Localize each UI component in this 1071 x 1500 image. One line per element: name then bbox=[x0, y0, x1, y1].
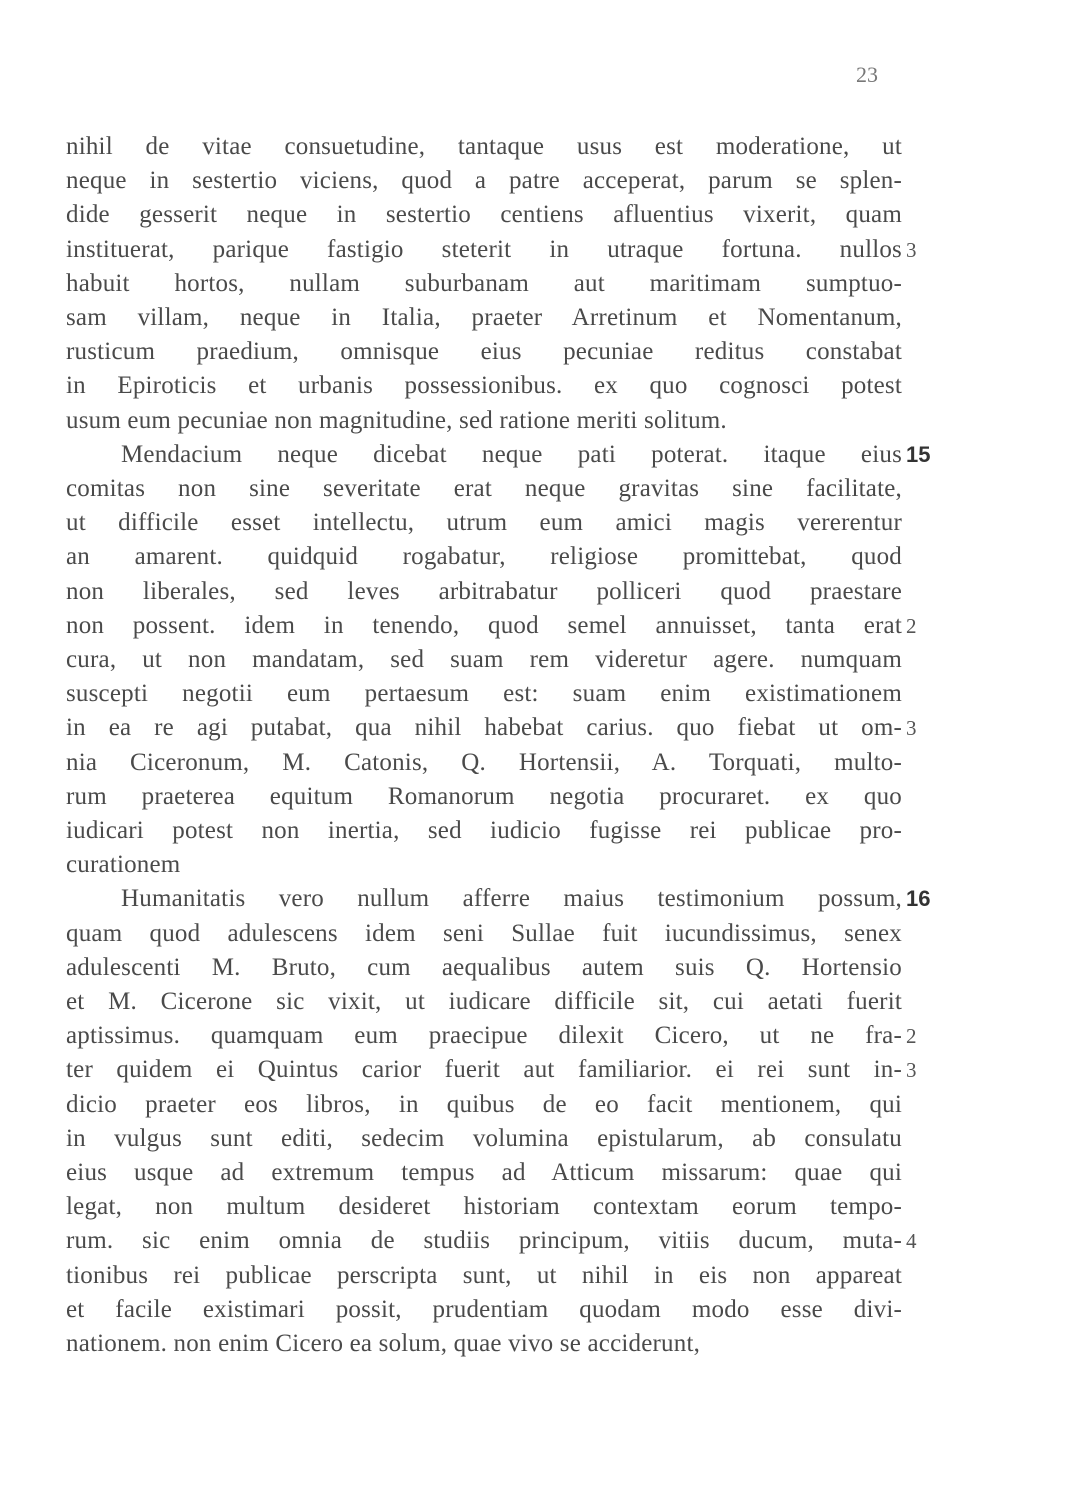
section-number: 3 bbox=[906, 716, 917, 741]
text-line: et M. Cicerone sic vixit, ut iudicare difficile sit, cui aetati fuerit bbox=[66, 988, 902, 1015]
text-line: tionibus rei publicae perscripta sunt, ut nihil in eis non appareat bbox=[66, 1261, 902, 1289]
text-line: iudicari potest non inertia, sed iudicio fugisse rei publicae pro- bbox=[66, 817, 902, 844]
text-line: Humanitatis vero nullum afferre maius testimonium possum, bbox=[121, 885, 902, 913]
text-line: in ea re agi putabat, qua nihil habebat carius. quo fiebat ut om- bbox=[66, 714, 902, 742]
text-line: quam quod adulescens idem seni Sullae fuit iucundissimus, senex bbox=[66, 919, 902, 947]
text-line: ut difficile esset intellectu, utrum eum amici magis vererentur bbox=[66, 509, 902, 537]
section-number: 2 bbox=[906, 613, 917, 638]
text-line: neque in sestertio viciens, quod a patre acceperat, parum se splen- bbox=[66, 167, 902, 195]
text-line: in vulgus sunt editi, sedecim volumina epistularum, ab consulatu bbox=[66, 1124, 902, 1152]
text-line: dide gesserit neque in sestertio centiens afluentius vixerit, quam bbox=[66, 201, 902, 229]
text-line: habuit hortos, nullam suburbanam aut maritimam sumptuo- bbox=[66, 269, 902, 297]
text-line: adulescenti M. Bruto, cum aequalibus autem suis Q. Hortensio bbox=[66, 953, 902, 981]
text-line: ter quidem ei Quintus carior fuerit aut familiarior. ei rei sunt in- bbox=[66, 1056, 902, 1084]
text-line: legat, non multum desideret historiam contextam eorum tempo- bbox=[66, 1193, 902, 1221]
page-number: 23 bbox=[856, 62, 878, 87]
chapter-number: 16 bbox=[906, 886, 931, 912]
section-number: 3 bbox=[906, 237, 917, 262]
text-line: instituerat, parique fastigio steterit in utraque fortuna. nullos bbox=[66, 235, 902, 263]
text-line: nationem. non enim Cicero ea solum, quae vivo se acciderunt, bbox=[66, 1330, 701, 1357]
text-line: suscepti negotii eum pertaesum est: suam enim existimationem bbox=[66, 680, 902, 708]
text-line: dicio praeter eos libros, in quibus de eo facit mentionem, qui bbox=[66, 1090, 902, 1118]
text-line: rum praeterea equitum Romanorum negotia procuraret. ex quo bbox=[66, 782, 902, 810]
section-number: 2 bbox=[906, 1024, 917, 1049]
section-number: 4 bbox=[906, 1229, 917, 1254]
section-number: 3 bbox=[906, 1058, 917, 1083]
text-line: sam villam, neque in Italia, praeter Arretinum et Nomentanum, bbox=[66, 304, 902, 331]
text-line: comitas non sine severitate erat neque gravitas sine facilitate, bbox=[66, 475, 902, 502]
text-line: non liberales, sed leves arbitrabatur polliceri quod praestare bbox=[66, 577, 902, 605]
text-line: non possent. idem in tenendo, quod semel annuisset, tanta erat bbox=[66, 611, 902, 639]
text-line: cura, ut non mandatam, sed suam rem videretur agere. numquam bbox=[66, 646, 902, 673]
text-line: rum. sic enim omnia de studiis principum, vitiis ducum, muta- bbox=[66, 1227, 902, 1255]
text-line: nia Ciceronum, M. Catonis, Q. Hortensii, A. Torquati, multo- bbox=[66, 748, 902, 776]
text-line: an amarent. quidquid rogabatur, religiose promittebat, quod bbox=[66, 543, 902, 571]
text-line: eius usque ad extremum tempus ad Atticum missarum: quae qui bbox=[66, 1159, 902, 1186]
chapter-number: 15 bbox=[906, 441, 931, 467]
text-line: usum eum pecuniae non magnitudine, sed ratione meriti solitum. bbox=[66, 406, 727, 434]
text-line: curationem bbox=[66, 851, 181, 879]
text-line: rusticum praedium, omnisque eius pecuniae reditus constabat bbox=[66, 338, 902, 366]
text-line: Mendacium neque dicebat neque pati poterat. itaque eius bbox=[121, 440, 902, 468]
text-line: in Epiroticis et urbanis possessionibus. ex quo cognosci potest bbox=[66, 372, 902, 400]
text-line: et facile existimari possit, prudentiam quodam modo esse divi- bbox=[66, 1295, 902, 1323]
text-line: aptissimus. quamquam eum praecipue dilexit Cicero, ut ne fra- bbox=[66, 1022, 902, 1050]
text-line: nihil de vitae consuetudine, tantaque usus est moderatione, ut bbox=[66, 133, 902, 160]
